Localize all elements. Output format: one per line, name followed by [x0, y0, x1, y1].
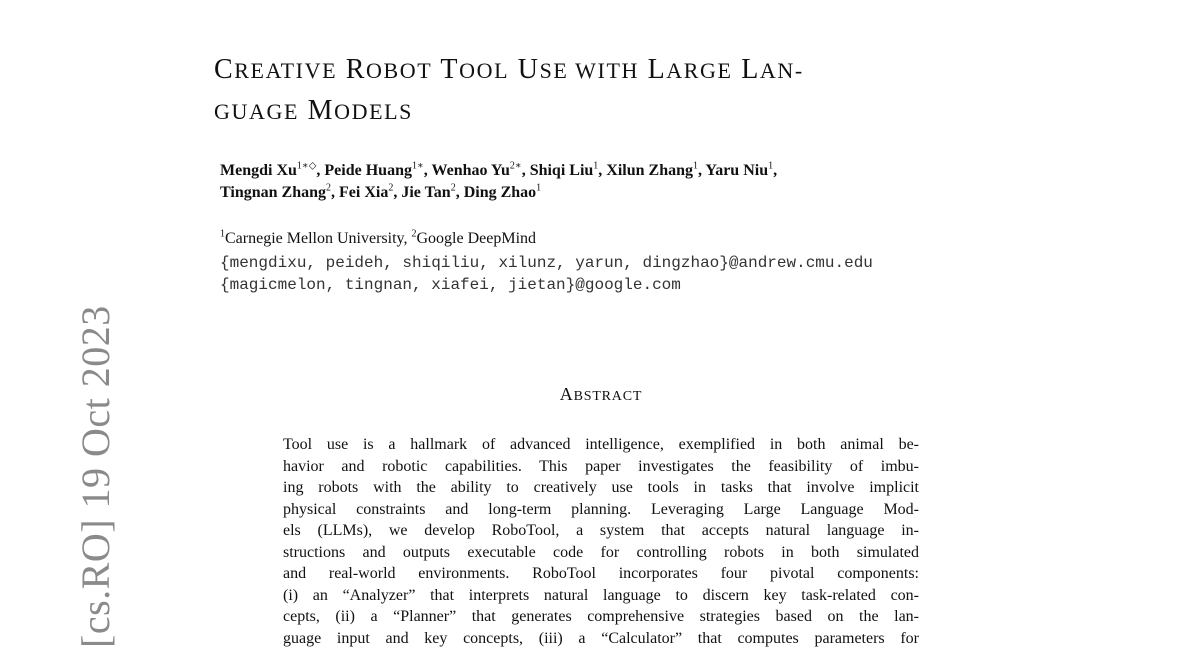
author: Xilun Zhang$^1$: [606, 162, 698, 179]
abstract-line: physical constraints and long-term planning. Leveraging Large Language Mod-: [283, 499, 919, 521]
paper-title: [214, 50, 1014, 132]
author: Mengdi $Xu^{1∗◇}$: [220, 162, 316, 179]
author: Yaru Niu$^1$: [705, 162, 773, 179]
affiliations: $^1$Carnegie Mellon University, $^2$Google DeepMind: [220, 228, 1080, 250]
arxiv-side-stamp: [30, 312, 76, 648]
author: Fei Xia$^2$: [339, 184, 393, 201]
title-line-1: CREATIVE ROBOT TOOL USE WITH LARGE LAN-: [214, 50, 1014, 91]
arxiv-stamp-text: [cs.RO] 19 Oct 2023: [72, 305, 119, 648]
author: Tingnan Zhang$^2$: [220, 184, 331, 201]
author: Wenhao $Yu^{2∗}$: [431, 162, 521, 179]
affiliation-cmu: Carnegie Mellon University: [225, 230, 403, 247]
author: Ding Zhao$^1$: [464, 184, 541, 201]
author: Jie Tan$^2$: [401, 184, 455, 201]
abstract-body: [283, 434, 919, 649]
author: Peide Huang$^{1∗}$: [324, 162, 423, 179]
abstract-line: cepts, (ii) a “Planner” that generates comprehensive strategies based on the lan-: [283, 606, 919, 628]
email-line: {mengdixu, peideh, shiqiliu, xilunz, yarun, dingzhao}@andrew.cmu.edu: [220, 252, 1120, 274]
abstract-line: Tool use is a hallmark of advanced intelligence, exemplified in both animal be-: [283, 434, 919, 456]
author-list: Mengdi $Xu^{1∗◇}$, Peide Huang$^{1∗}$, Wenhao $Yu^{2∗}$, Shiqi Liu$^1$, Xilun Zhang$^1$, Yaru Niu$^1$, Tingnan Zhang$^2$, Fei Xia$^2$, Jie Tan$^2$, Ding Zhao$^1$: [220, 160, 1020, 204]
abstract-line: guage input and key concepts, (iii) a “Calculator” that computes parameters for: [283, 628, 919, 649]
abstract-line: structions and outputs executable code for controlling robots in both simulated: [283, 542, 919, 564]
abstract-line: ing robots with the ability to creatively use tools in tasks that involve implicit: [283, 477, 919, 499]
title-line-2: GUAGE MODELS: [214, 91, 1014, 132]
abstract-line: havior and robotic capabilities. This paper investigates the feasibility of imbu-: [283, 456, 919, 478]
email-line: {magicmelon, tingnan, xiafei, jietan}@google.com: [220, 274, 1120, 296]
abstract-line: (i) an “Analyzer” that interprets natural language to discern key task-related con-: [283, 585, 919, 607]
abstract-line: and real-world environments. RoboTool incorporates four pivotal components:: [283, 563, 919, 585]
email-block: [220, 252, 1120, 296]
author: Shiqi Liu$^1$: [530, 162, 599, 179]
affiliation-google: Google DeepMind: [416, 230, 536, 247]
abstract-heading: ABSTRACT: [283, 384, 919, 405]
abstract-line: els (LLMs), we develop RoboTool, a system that accepts natural language in-: [283, 520, 919, 542]
